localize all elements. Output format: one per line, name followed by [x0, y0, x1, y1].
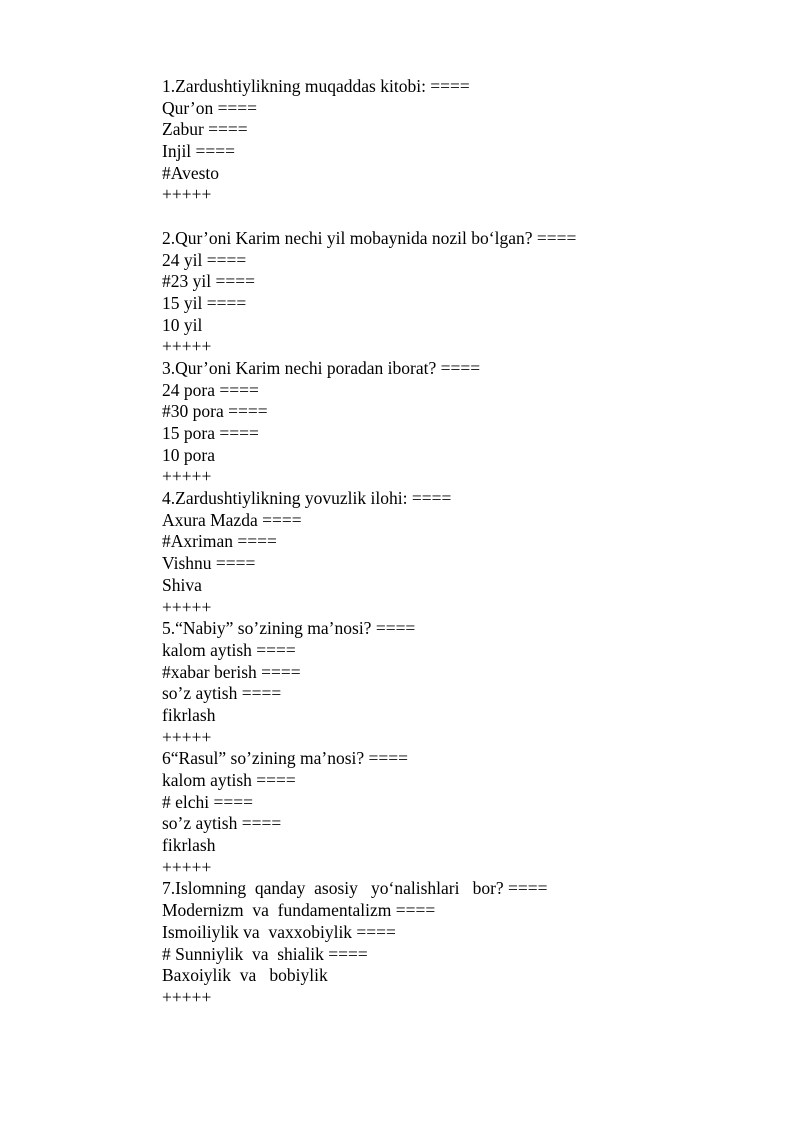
answer-option: Baxoiylik va bobiylik [162, 965, 328, 986]
answer-option: Ismoiliylik va vaxxobiylik ==== [162, 921, 396, 942]
question-separator: +++++ [162, 466, 212, 487]
answer-option: 10 yil [162, 314, 203, 335]
question-separator: +++++ [162, 336, 212, 357]
answer-option: 10 pora [162, 444, 215, 465]
answer-option: 15 yil ==== [162, 292, 247, 313]
question-text: 2.Qur’oni Karim nechi yil mobaynida nozil bo‘lgan? ==== [162, 227, 577, 248]
answer-option: 24 pora ==== [162, 379, 259, 400]
answer-option: Zabur ==== [162, 119, 248, 140]
answer-option: Injil ==== [162, 141, 236, 162]
answer-option: 24 yil ==== [162, 249, 247, 270]
answer-option: kalom aytish ==== [162, 639, 296, 660]
question-block-7 [162, 878, 762, 1008]
question-block-2 [162, 228, 762, 358]
question-block-3 [162, 358, 762, 488]
answer-option: Qur’on ==== [162, 97, 258, 118]
question-block-4 [162, 488, 762, 618]
correct-answer-option: #23 yil ==== [162, 271, 255, 292]
question-separator: +++++ [162, 726, 212, 747]
answer-option: so’z aytish ==== [162, 813, 282, 834]
correct-answer-option: # Sunniylik va shialik ==== [162, 943, 368, 964]
answer-option: kalom aytish ==== [162, 770, 296, 790]
answer-option: Vishnu ==== [162, 553, 256, 574]
question-separator: +++++ [162, 184, 212, 205]
question-separator: +++++ [162, 856, 212, 877]
blank-line [162, 206, 762, 228]
answer-option: 15 pora ==== [162, 423, 259, 443]
answer-option: Axura Mazda ==== [162, 509, 302, 530]
question-separator: +++++ [162, 986, 212, 1007]
question-block-1 [162, 76, 762, 206]
correct-answer-option: #Axriman ==== [162, 531, 277, 552]
question-text: 3.Qur’oni Karim nechi poradan iborat? ==== [162, 357, 481, 378]
answer-option: fikrlash [162, 704, 216, 725]
correct-answer-option: #30 pora ==== [162, 401, 268, 422]
question-text: 1.Zardushtiylikning muqaddas kitobi: ==== [162, 76, 470, 96]
correct-answer-option: # elchi ==== [162, 791, 253, 812]
question-text: 6“Rasul” so’zining ma’nosi? ==== [162, 748, 409, 769]
correct-answer-option: #Avesto [162, 162, 220, 183]
correct-answer-option: #xabar berish ==== [162, 661, 301, 682]
answer-option: fikrlash [162, 835, 216, 856]
question-text: 4.Zardushtiylikning yovuzlik ilohi: ==== [162, 488, 452, 509]
answer-option: Shiva [162, 574, 202, 595]
question-text: 5.“Nabiy” so’zining ma’nosi? ==== [162, 618, 416, 639]
answer-option: so’z aytish ==== [162, 683, 282, 704]
question-separator: +++++ [162, 596, 212, 617]
question-text: 7.Islomning qanday asosiy yo‘nalishlari bor? ==== [162, 878, 548, 899]
question-block-6 [162, 748, 762, 878]
answer-option: Modernizm va fundamentalizm ==== [162, 900, 436, 921]
document-page [162, 76, 762, 1009]
question-block-5 [162, 618, 762, 748]
